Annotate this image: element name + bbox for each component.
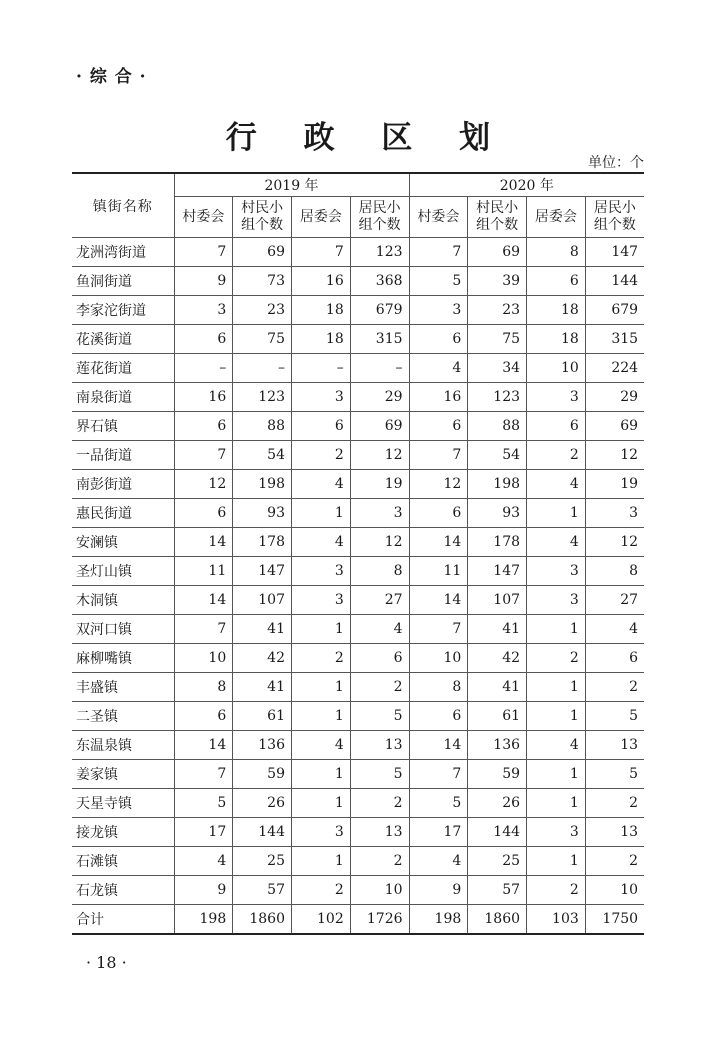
value-cell: 75 — [468, 325, 527, 354]
value-cell: 7 — [409, 441, 468, 470]
value-cell: 6 — [527, 412, 586, 441]
value-cell: 7 — [409, 615, 468, 644]
value-cell: 7 — [174, 238, 233, 267]
value-cell: 42 — [468, 644, 527, 673]
value-cell: 1 — [292, 499, 351, 528]
district-name-cell: 圣灯山镇 — [72, 557, 174, 586]
value-cell: 2 — [350, 789, 409, 818]
value-cell: 136 — [468, 731, 527, 760]
district-name-cell: 双河口镇 — [72, 615, 174, 644]
table-row — [72, 470, 644, 499]
value-cell: 2 — [585, 847, 644, 876]
table-row — [72, 702, 644, 731]
value-cell: 198 — [233, 470, 292, 499]
resident-committee-header-2019 — [292, 197, 351, 238]
table-row — [72, 412, 644, 441]
value-cell: 5 — [174, 789, 233, 818]
table-row — [72, 267, 644, 296]
value-cell: 147 — [585, 238, 644, 267]
value-cell: 41 — [468, 615, 527, 644]
table-row — [72, 528, 644, 557]
sub-header-line: 居委会 — [534, 208, 577, 225]
page-number: · 18 · — [86, 953, 127, 972]
value-cell: 12 — [174, 470, 233, 499]
value-cell: 1 — [527, 499, 586, 528]
value-cell: 6 — [409, 702, 468, 731]
district-name-cell: 石龙镇 — [72, 876, 174, 905]
value-cell: 136 — [233, 731, 292, 760]
value-cell: 17 — [409, 818, 468, 847]
value-cell: – — [174, 354, 233, 383]
value-cell: 198 — [468, 470, 527, 499]
value-cell: 69 — [350, 412, 409, 441]
sub-header-line: 村民小 — [241, 200, 284, 216]
value-cell: 1 — [527, 847, 586, 876]
value-cell: 16 — [174, 383, 233, 412]
value-cell: 13 — [585, 731, 644, 760]
value-cell: 198 — [409, 905, 468, 935]
value-cell: 107 — [233, 586, 292, 615]
value-cell: 2 — [527, 644, 586, 673]
value-cell: 123 — [350, 238, 409, 267]
district-name-cell: 石滩镇 — [72, 847, 174, 876]
district-name-cell: 接龙镇 — [72, 818, 174, 847]
value-cell: 14 — [409, 731, 468, 760]
value-cell: 6 — [409, 412, 468, 441]
value-cell: 144 — [233, 818, 292, 847]
value-cell: 1726 — [350, 905, 409, 935]
value-cell: 1 — [292, 847, 351, 876]
district-name-cell: 莲花街道 — [72, 354, 174, 383]
value-cell: 13 — [585, 818, 644, 847]
value-cell: 6 — [409, 325, 468, 354]
year-header-row — [72, 173, 644, 197]
value-cell: 123 — [468, 383, 527, 412]
table-row — [72, 586, 644, 615]
district-name-cell: 花溪街道 — [72, 325, 174, 354]
page-title: 行 政 区 划 — [225, 120, 509, 156]
value-cell: 3 — [292, 383, 351, 412]
value-cell: 34 — [468, 354, 527, 383]
district-name-cell: 惠民街道 — [72, 499, 174, 528]
value-cell: 7 — [174, 760, 233, 789]
value-cell: 4 — [350, 615, 409, 644]
sub-header-line: 村民小 — [476, 200, 519, 216]
value-cell: 6 — [409, 499, 468, 528]
value-cell: 12 — [409, 470, 468, 499]
value-cell: 42 — [233, 644, 292, 673]
value-cell: 14 — [409, 586, 468, 615]
value-cell: 59 — [233, 760, 292, 789]
value-cell: 178 — [233, 528, 292, 557]
value-cell: 8 — [527, 238, 586, 267]
value-cell: 17 — [174, 818, 233, 847]
table-row — [72, 818, 644, 847]
district-name-cell: 安澜镇 — [72, 528, 174, 557]
value-cell: 3 — [527, 383, 586, 412]
value-cell: 69 — [233, 238, 292, 267]
table-row — [72, 383, 644, 412]
value-cell: 93 — [468, 499, 527, 528]
value-cell: 3 — [527, 818, 586, 847]
value-cell: 18 — [292, 325, 351, 354]
value-cell: 6 — [350, 644, 409, 673]
value-cell: 18 — [527, 325, 586, 354]
value-cell: 41 — [233, 673, 292, 702]
value-cell: 8 — [350, 557, 409, 586]
value-cell: 1 — [527, 615, 586, 644]
value-cell: 123 — [233, 383, 292, 412]
value-cell: 29 — [585, 383, 644, 412]
unit-note: 单位：个 — [588, 155, 644, 171]
value-cell: 4 — [409, 354, 468, 383]
value-cell: 57 — [468, 876, 527, 905]
name-column-header: 镇街名称 — [72, 173, 174, 238]
value-cell: 1 — [527, 702, 586, 731]
value-cell: 6 — [585, 644, 644, 673]
value-cell: 3 — [174, 296, 233, 325]
value-cell: 1 — [292, 615, 351, 644]
value-cell: 19 — [350, 470, 409, 499]
value-cell: 88 — [233, 412, 292, 441]
value-cell: 9 — [174, 267, 233, 296]
sub-header-line: 组个数 — [358, 217, 401, 233]
sub-header-line: 村委会 — [417, 208, 460, 225]
district-name-cell: 南彭街道 — [72, 470, 174, 499]
district-name-cell: 东温泉镇 — [72, 731, 174, 760]
value-cell: 54 — [233, 441, 292, 470]
value-cell: 14 — [174, 731, 233, 760]
value-cell: 147 — [468, 557, 527, 586]
value-cell: 144 — [585, 267, 644, 296]
sub-header-line: 组个数 — [593, 217, 636, 233]
value-cell: 10 — [174, 644, 233, 673]
value-cell: 224 — [585, 354, 644, 383]
value-cell: 7 — [174, 615, 233, 644]
value-cell: 1 — [527, 760, 586, 789]
value-cell: 26 — [468, 789, 527, 818]
value-cell: 4 — [527, 528, 586, 557]
value-cell: 1 — [292, 760, 351, 789]
resident-group-count-header-2019 — [350, 197, 409, 238]
value-cell: 18 — [527, 296, 586, 325]
table-row — [72, 876, 644, 905]
district-name-cell: 木洞镇 — [72, 586, 174, 615]
value-cell: – — [350, 354, 409, 383]
value-cell: 7 — [409, 238, 468, 267]
value-cell: 23 — [468, 296, 527, 325]
value-cell: 4 — [292, 528, 351, 557]
value-cell: 198 — [174, 905, 233, 935]
value-cell: 2 — [585, 789, 644, 818]
district-name-cell: 南泉街道 — [72, 383, 174, 412]
value-cell: 12 — [585, 528, 644, 557]
table-row — [72, 847, 644, 876]
value-cell: 8 — [174, 673, 233, 702]
value-cell: 8 — [409, 673, 468, 702]
value-cell: 4 — [292, 731, 351, 760]
value-cell: 144 — [468, 818, 527, 847]
table-row — [72, 615, 644, 644]
value-cell: 12 — [350, 441, 409, 470]
value-cell: 679 — [585, 296, 644, 325]
value-cell: 6 — [174, 499, 233, 528]
value-cell: 75 — [233, 325, 292, 354]
value-cell: 13 — [350, 818, 409, 847]
value-cell: 5 — [585, 760, 644, 789]
value-cell: 7 — [409, 760, 468, 789]
value-cell: 9 — [409, 876, 468, 905]
value-cell: 13 — [350, 731, 409, 760]
value-cell: 54 — [468, 441, 527, 470]
value-cell: 4 — [174, 847, 233, 876]
value-cell: 29 — [350, 383, 409, 412]
table-row — [72, 296, 644, 325]
value-cell: 368 — [350, 267, 409, 296]
value-cell: 6 — [174, 325, 233, 354]
sub-header-line: 居民小 — [593, 200, 636, 216]
table-row — [72, 789, 644, 818]
value-cell: 10 — [585, 876, 644, 905]
total-row — [72, 905, 644, 935]
value-cell: 10 — [527, 354, 586, 383]
value-cell: 4 — [527, 470, 586, 499]
value-cell: 12 — [585, 441, 644, 470]
value-cell: 4 — [585, 615, 644, 644]
year-2020-header: 2020 年 — [409, 173, 644, 197]
table-row — [72, 441, 644, 470]
district-name-cell: 丰盛镇 — [72, 673, 174, 702]
village-committee-header-2020 — [409, 197, 468, 238]
value-cell: 178 — [468, 528, 527, 557]
value-cell: 2 — [292, 644, 351, 673]
value-cell: 103 — [527, 905, 586, 935]
district-name-cell: 界石镇 — [72, 412, 174, 441]
value-cell: 102 — [292, 905, 351, 935]
resident-group-count-header-2020 — [585, 197, 644, 238]
table-row — [72, 644, 644, 673]
village-committee-header-2019 — [174, 197, 233, 238]
value-cell: 2 — [350, 673, 409, 702]
district-name-cell: 龙洲湾街道 — [72, 238, 174, 267]
value-cell: 3 — [409, 296, 468, 325]
table-row — [72, 354, 644, 383]
value-cell: 59 — [468, 760, 527, 789]
value-cell: 14 — [409, 528, 468, 557]
value-cell: 23 — [233, 296, 292, 325]
value-cell: 93 — [233, 499, 292, 528]
value-cell: 5 — [585, 702, 644, 731]
value-cell: 61 — [233, 702, 292, 731]
district-name-cell: 麻柳嘴镇 — [72, 644, 174, 673]
value-cell: 10 — [409, 644, 468, 673]
value-cell: 39 — [468, 267, 527, 296]
value-cell: 2 — [527, 441, 586, 470]
value-cell: 5 — [409, 267, 468, 296]
villager-group-count-header-2020 — [468, 197, 527, 238]
value-cell: 2 — [292, 876, 351, 905]
value-cell: 25 — [233, 847, 292, 876]
sub-header-line: 组个数 — [476, 217, 519, 233]
value-cell: 5 — [350, 702, 409, 731]
value-cell: 6 — [527, 267, 586, 296]
value-cell: 4 — [527, 731, 586, 760]
table-row — [72, 760, 644, 789]
value-cell: 26 — [233, 789, 292, 818]
table-row — [72, 673, 644, 702]
value-cell: 16 — [292, 267, 351, 296]
value-cell: 57 — [233, 876, 292, 905]
value-cell: 14 — [174, 586, 233, 615]
value-cell: 73 — [233, 267, 292, 296]
table-row — [72, 325, 644, 354]
value-cell: 1860 — [468, 905, 527, 935]
value-cell: 3 — [350, 499, 409, 528]
district-name-cell: 二圣镇 — [72, 702, 174, 731]
value-cell: 61 — [468, 702, 527, 731]
admin-division-table — [72, 172, 644, 935]
value-cell: 1 — [292, 702, 351, 731]
value-cell: 88 — [468, 412, 527, 441]
table-body — [72, 238, 644, 935]
value-cell: 10 — [350, 876, 409, 905]
sub-header-line: 居民小 — [358, 200, 401, 216]
section-label: · 综 合 · — [76, 67, 147, 87]
value-cell: 3 — [292, 557, 351, 586]
value-cell: 1 — [527, 673, 586, 702]
district-name-cell: 一品街道 — [72, 441, 174, 470]
value-cell: 7 — [292, 238, 351, 267]
value-cell: 9 — [174, 876, 233, 905]
value-cell: 2 — [585, 673, 644, 702]
value-cell: 7 — [174, 441, 233, 470]
value-cell: 25 — [468, 847, 527, 876]
district-name-cell: 天星寺镇 — [72, 789, 174, 818]
value-cell: 6 — [292, 412, 351, 441]
value-cell: 12 — [350, 528, 409, 557]
value-cell: 8 — [585, 557, 644, 586]
year-2019-header: 2019 年 — [174, 173, 409, 197]
value-cell: 1 — [292, 673, 351, 702]
value-cell: 4 — [292, 470, 351, 499]
district-name-cell: 李家沱街道 — [72, 296, 174, 325]
value-cell: 27 — [350, 586, 409, 615]
value-cell: 16 — [409, 383, 468, 412]
table-row — [72, 731, 644, 760]
value-cell: 2 — [292, 441, 351, 470]
value-cell: – — [292, 354, 351, 383]
value-cell: 3 — [527, 557, 586, 586]
value-cell: 5 — [409, 789, 468, 818]
value-cell: 18 — [292, 296, 351, 325]
value-cell: 27 — [585, 586, 644, 615]
value-cell: 69 — [468, 238, 527, 267]
value-cell: 679 — [350, 296, 409, 325]
value-cell: 11 — [409, 557, 468, 586]
value-cell: 2 — [527, 876, 586, 905]
value-cell: 19 — [585, 470, 644, 499]
value-cell: 3 — [292, 818, 351, 847]
value-cell: 147 — [233, 557, 292, 586]
value-cell: 2 — [350, 847, 409, 876]
value-cell: 6 — [174, 702, 233, 731]
sub-header-line: 组个数 — [241, 217, 284, 233]
sub-header-line: 居委会 — [299, 208, 342, 225]
district-name-cell: 鱼洞街道 — [72, 267, 174, 296]
resident-committee-header-2020 — [527, 197, 586, 238]
value-cell: 1 — [292, 789, 351, 818]
value-cell: 1 — [527, 789, 586, 818]
value-cell: 5 — [350, 760, 409, 789]
value-cell: 107 — [468, 586, 527, 615]
value-cell: 3 — [585, 499, 644, 528]
table-row — [72, 499, 644, 528]
district-name-cell: 合计 — [72, 905, 174, 935]
value-cell: 3 — [292, 586, 351, 615]
value-cell: – — [233, 354, 292, 383]
table-row — [72, 238, 644, 267]
value-cell: 14 — [174, 528, 233, 557]
value-cell: 41 — [468, 673, 527, 702]
district-name-cell: 姜家镇 — [72, 760, 174, 789]
value-cell: 6 — [174, 412, 233, 441]
value-cell: 4 — [409, 847, 468, 876]
value-cell: 41 — [233, 615, 292, 644]
value-cell: 3 — [527, 586, 586, 615]
value-cell: 315 — [350, 325, 409, 354]
sub-header-line: 村委会 — [182, 208, 225, 225]
table-row — [72, 557, 644, 586]
value-cell: 1860 — [233, 905, 292, 935]
value-cell: 315 — [585, 325, 644, 354]
value-cell: 69 — [585, 412, 644, 441]
villager-group-count-header-2019 — [233, 197, 292, 238]
value-cell: 11 — [174, 557, 233, 586]
value-cell: 1750 — [585, 905, 644, 935]
